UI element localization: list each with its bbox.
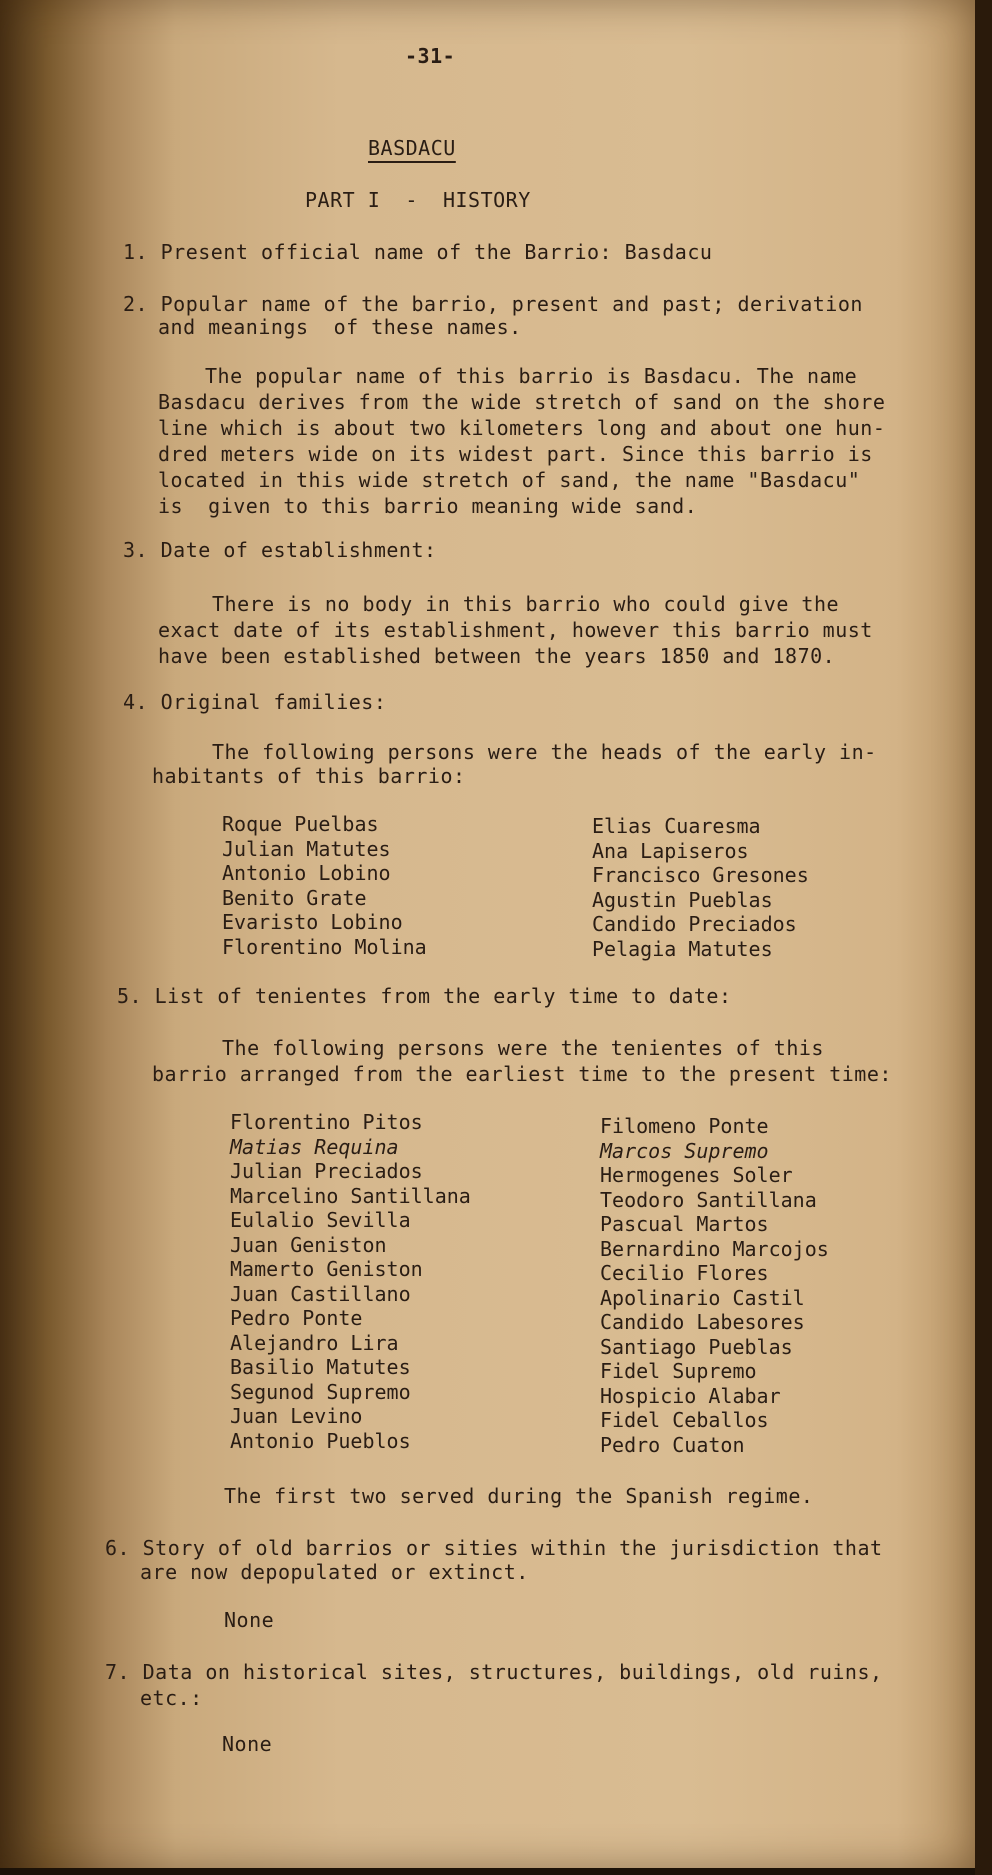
tenientes-left-list: [230, 1110, 471, 1453]
item-2-para-line: line which is about two kilometers long and about one hun-: [158, 416, 886, 440]
item-3-para-line: have been established between the years 1850 and 1870.: [158, 644, 836, 668]
item-5-note: The first two served during the Spanish regime.: [224, 1484, 814, 1508]
list-item: Hospicio Alabar: [600, 1383, 781, 1408]
item-2-para-line: located in this wide stretch of sand, the name "Basdacu": [158, 468, 861, 492]
item-4-para-line: habitants of this barrio:: [152, 764, 466, 788]
families-left-list: [222, 812, 427, 959]
list-item: Apolinario Castil: [600, 1285, 805, 1310]
families-right-list: [592, 814, 809, 961]
item-3-heading: 3. Date of establishment:: [123, 538, 437, 562]
item-7-answer: None: [222, 1732, 273, 1756]
page-number: -31-: [405, 44, 456, 68]
item-2-heading: 2. Popular name of the barrio, present and past; derivation: [123, 292, 863, 316]
list-item: Basilio Matutes: [230, 1355, 411, 1379]
item-5-heading: 5. List of tenientes from the early time to date:: [117, 984, 732, 1008]
list-item: Florentino Pitos: [230, 1110, 423, 1134]
item-1: 1. Present official name of the Barrio: Basdacu: [123, 240, 713, 264]
item-4-heading: 4. Original families:: [123, 690, 387, 714]
list-item: Ana Lapiseros: [592, 838, 749, 863]
list-item: Pedro Cuaton: [600, 1432, 745, 1457]
list-item: Marcelino Santillana: [230, 1183, 471, 1208]
list-item: Agustin Pueblas: [592, 887, 773, 912]
list-item: Matias Requina: [230, 1134, 399, 1159]
page-title: BASDACU: [368, 136, 456, 160]
list-item: Segunod Supremo: [230, 1379, 411, 1404]
list-item: Alejandro Lira: [230, 1330, 399, 1355]
list-item: Pelagia Matutes: [592, 936, 773, 961]
list-item: Elias Cuaresma: [592, 814, 761, 838]
list-item: Juan Geniston: [230, 1232, 387, 1257]
page-edge: [975, 0, 992, 1875]
list-item: Juan Castillano: [230, 1281, 411, 1306]
list-item: Juan Levino: [230, 1404, 363, 1428]
item-2-para-line: is given to this barrio meaning wide sand.: [158, 494, 698, 518]
list-item: Filomeno Ponte: [600, 1114, 769, 1138]
item-3-para-line: There is no body in this barrio who could give the: [212, 592, 840, 616]
item-4-para-line: The following persons were the heads of the early in-: [212, 740, 877, 764]
list-item: Candido Preciados: [592, 912, 797, 936]
item-3-para-line: exact date of its establishment, however this barrio must: [158, 618, 873, 642]
list-item: Julian Preciados: [230, 1159, 423, 1183]
item-2-heading-cont: and meanings of these names.: [158, 315, 522, 339]
list-item: Evaristo Lobino: [222, 910, 403, 934]
list-item: Fidel Ceballos: [600, 1408, 769, 1432]
item-2-para-line: Basdacu derives from the wide stretch of sand on the shore: [158, 390, 886, 414]
item-6-heading: 6. Story of old barrios or sities within the jurisdiction that: [105, 1536, 883, 1560]
list-item: Antonio Pueblos: [230, 1428, 411, 1453]
part-heading: PART I - HISTORY: [305, 188, 531, 212]
list-item: Julian Matutes: [222, 836, 391, 861]
list-item: Santiago Pueblas: [600, 1334, 793, 1359]
list-item: Benito Grate: [222, 885, 367, 910]
item-5-para-line: The following persons were the tenientes of this: [222, 1036, 824, 1060]
list-item: Cecilio Flores: [600, 1261, 769, 1285]
item-7-heading: 7. Data on historical sites, structures, buildings, old ruins,: [105, 1660, 883, 1684]
list-item: Hermogenes Soler: [600, 1163, 793, 1187]
list-item: Bernardino Marcojos: [600, 1236, 829, 1261]
item-6-heading-cont: are now depopulated or extinct.: [140, 1560, 529, 1584]
tenientes-right-list: [600, 1114, 829, 1457]
item-6-answer: None: [224, 1608, 275, 1632]
list-item: Pedro Ponte: [230, 1306, 363, 1330]
list-item: Mamerto Geniston: [230, 1257, 423, 1281]
list-item: Francisco Gresones: [592, 863, 809, 887]
list-item: Pascual Martos: [600, 1212, 769, 1236]
list-item: Roque Puelbas: [222, 812, 379, 836]
list-item: Candido Labesores: [600, 1310, 805, 1334]
list-item: Marcos Supremo: [600, 1138, 769, 1163]
item-5-para-line: barrio arranged from the earliest time to the present time:: [152, 1062, 892, 1086]
list-item: Antonio Lobino: [222, 861, 391, 885]
list-item: Fidel Supremo: [600, 1359, 757, 1383]
list-item: Florentino Molina: [222, 934, 427, 959]
item-7-heading-cont: etc.:: [140, 1686, 203, 1710]
list-item: Eulalio Sevilla: [230, 1208, 411, 1232]
list-item: Teodoro Santillana: [600, 1187, 817, 1212]
item-2-para-line: dred meters wide on its widest part. Since this barrio is: [158, 442, 873, 466]
item-2-para-line: The popular name of this barrio is Basdacu. The name: [205, 364, 858, 388]
